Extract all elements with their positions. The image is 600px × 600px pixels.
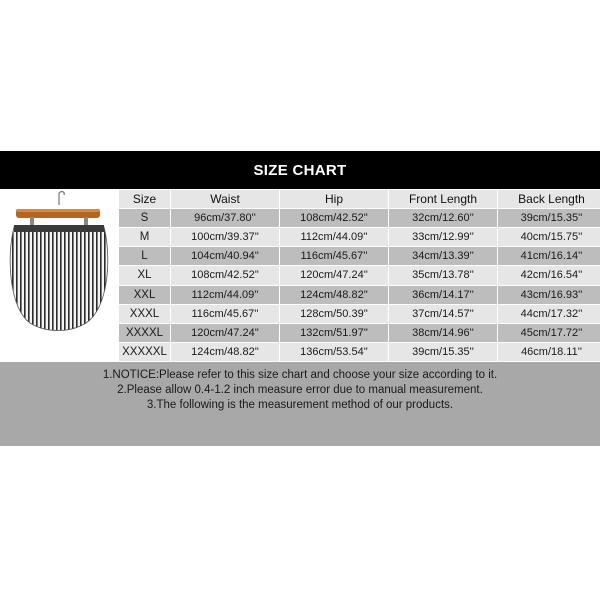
note-line: 1.NOTICE:Please refer to this size chart and choose your size according to it. [102, 369, 498, 381]
waist-cell: 120cm/47.24'' [171, 324, 279, 342]
back-length-cell: 40cm/15.75'' [498, 228, 600, 246]
size-table [118, 189, 600, 362]
hip-cell: 112cm/44.09'' [280, 228, 388, 246]
hip-cell: 132cm/51.97'' [280, 324, 388, 342]
hip-cell: 120cm/47.24'' [280, 266, 388, 284]
size-cell: S [119, 209, 170, 227]
note-line: 3.The following is the measurement method of our products. [146, 399, 454, 411]
front-length-cell: 36cm/14.17'' [389, 286, 497, 304]
header-front-length: Front Length [389, 190, 497, 208]
waist-cell: 108cm/42.52'' [171, 266, 279, 284]
header-size: Size [119, 190, 170, 208]
back-length-cell: 44cm/17.32'' [498, 305, 600, 323]
back-length-cell: 41cm/16.14'' [498, 247, 600, 265]
header-back-length: Back Length [498, 190, 600, 208]
back-length-cell: 46cm/18.11'' [498, 343, 600, 361]
size-cell: M [119, 228, 170, 246]
back-length-cell: 43cm/16.93'' [498, 286, 600, 304]
header-waist: Waist [171, 190, 279, 208]
front-length-cell: 35cm/13.78'' [389, 266, 497, 284]
front-length-cell: 39cm/15.35'' [389, 343, 497, 361]
back-length-cell: 45cm/17.72'' [498, 324, 600, 342]
hip-cell: 136cm/53.54'' [280, 343, 388, 361]
hip-cell: 116cm/45.67'' [280, 247, 388, 265]
note-line: 2.Please allow 0.4-1.2 inch measure error due to manual measurement. [117, 384, 483, 396]
front-length-cell: 34cm/13.39'' [389, 247, 497, 265]
front-length-cell: 32cm/12.60'' [389, 209, 497, 227]
waist-cell: 116cm/45.67'' [171, 305, 279, 323]
waist-cell: 96cm/37.80'' [171, 209, 279, 227]
waist-cell: 124cm/48.82'' [171, 343, 279, 361]
size-notes [0, 362, 600, 446]
size-cell: XXXXL [119, 324, 170, 342]
size-cell: XXXXXL [119, 343, 170, 361]
front-length-cell: 37cm/14.57'' [389, 305, 497, 323]
size-cell: XXL [119, 286, 170, 304]
hip-cell: 124cm/48.82'' [280, 286, 388, 304]
size-cell: XXXL [119, 305, 170, 323]
size-chart [0, 151, 600, 446]
back-length-cell: 39cm/15.35'' [498, 209, 600, 227]
hip-cell: 128cm/50.39'' [280, 305, 388, 323]
size-cell: L [119, 247, 170, 265]
front-length-cell: 33cm/12.99'' [389, 228, 497, 246]
hip-cell: 108cm/42.52'' [280, 209, 388, 227]
header-hip: Hip [280, 190, 388, 208]
product-image [0, 189, 118, 362]
striped-skirt-on-hanger-icon [0, 189, 118, 362]
waist-cell: 104cm/40.94'' [171, 247, 279, 265]
front-length-cell: 38cm/14.96'' [389, 324, 497, 342]
waist-cell: 100cm/39.37'' [171, 228, 279, 246]
back-length-cell: 42cm/16.54'' [498, 266, 600, 284]
size-chart-title: SIZE CHART [0, 151, 600, 189]
waist-cell: 112cm/44.09'' [171, 286, 279, 304]
size-cell: XL [119, 266, 170, 284]
